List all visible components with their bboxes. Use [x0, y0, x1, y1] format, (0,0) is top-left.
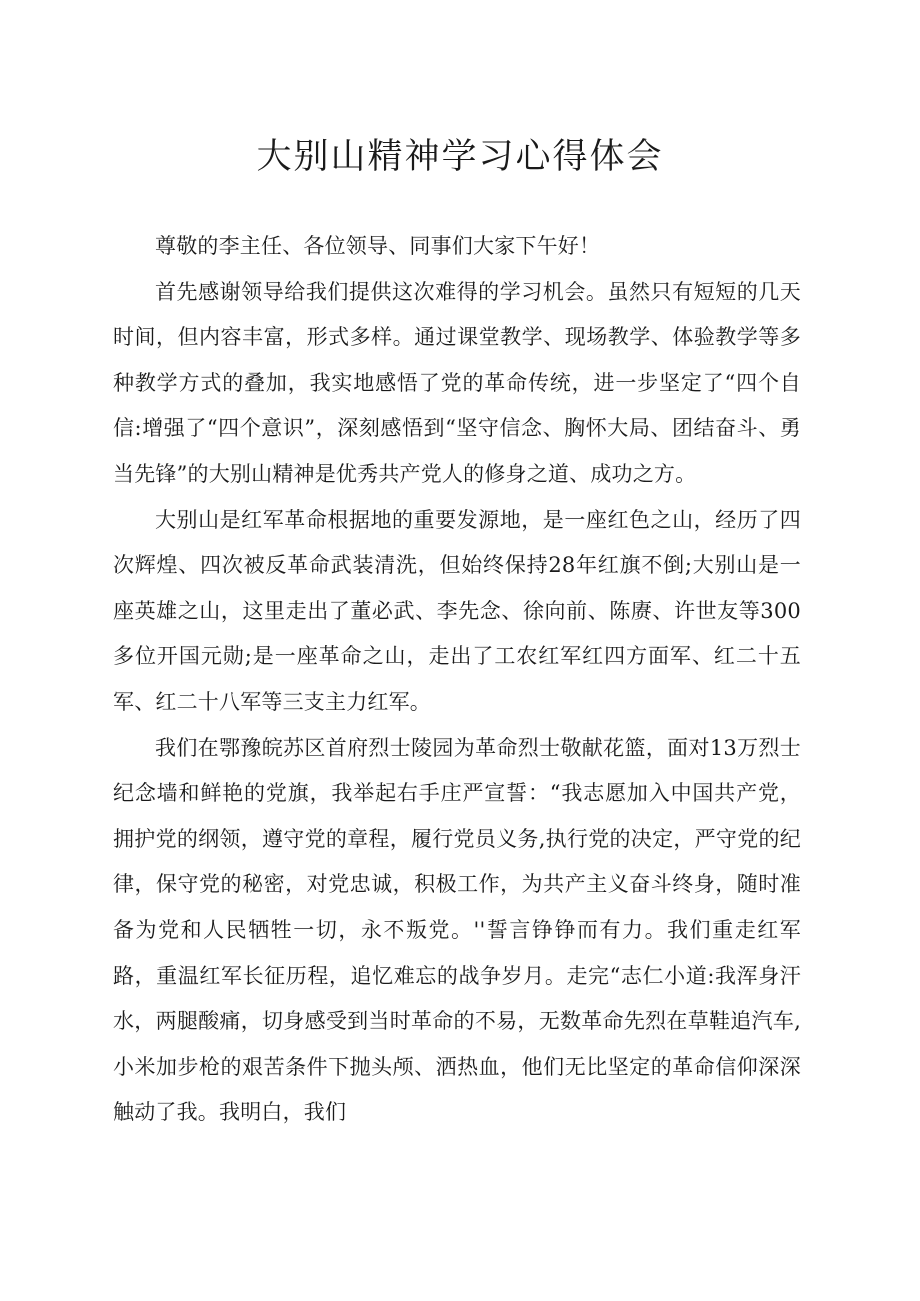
document-title: 大别山精神学习心得体会	[256, 137, 664, 177]
paragraph-dabieshan-history: 大别山是红军革命根据地的重要发源地，是一座红色之山，经历了四次辉煌、四次被反革命武装清洗，但始终保持28年红旗不倒;大别山是一座英雄之山，这里走出了董必武、李先念、徐向前、陈赓、许世友等300多位开国元勋;是一座革命之山，走出了工农红军红四方面军、红二十五军、红二十八军等三支主力红军。	[113, 507, 801, 714]
paragraph-greeting: 尊敬的李主任、各位领导、同事们大家下午好！	[155, 234, 601, 258]
paragraph-oath-and-march: 我们在鄂豫皖苏区首府烈士陵园为革命烈士敬献花篮，面对13万烈士纪念墙和鲜艳的党旗，我举起右手庄严宣誓：“我志愿加入中国共产党，拥护党的纲领，遵守党的章程，履行党员义务,执行党的决定，严守党的纪律，保守党的秘密，对党忠诚，积极工作，为共产主义奋斗终身，随时准备为党和人民牺牲一切，永不叛党。''誓言铮铮而有力。我们重走红军路，重温红军长征历程，追忆难忘的战争岁月。走完“志仁小道:我浑身汗水，两腿酸痛，切身感受到当时革命的不易，无数革命先烈在草鞋追汽车,小米加步枪的艰苦条件下抛头颅、洒热血，他们无比坚定的革命信仰深深触动了我。我明白，我们	[113, 735, 801, 1125]
document-body	[113, 224, 801, 1136]
paragraph-introduction: 首先感谢领导给我们提供这次难得的学习机会。虽然只有短短的几天时间，但内容丰富，形式多样。通过课堂教学、现场教学、体验教学等多种教学方式的叠加，我实地感悟了党的革命传统，进一步坚定了“四个自信:增强了“四个意识”，深刻感悟到“坚守信念、胸怀大局、团结奋斗、勇当先锋”的大别山精神是优秀共产党人的修身之道、成功之方。	[113, 279, 801, 486]
